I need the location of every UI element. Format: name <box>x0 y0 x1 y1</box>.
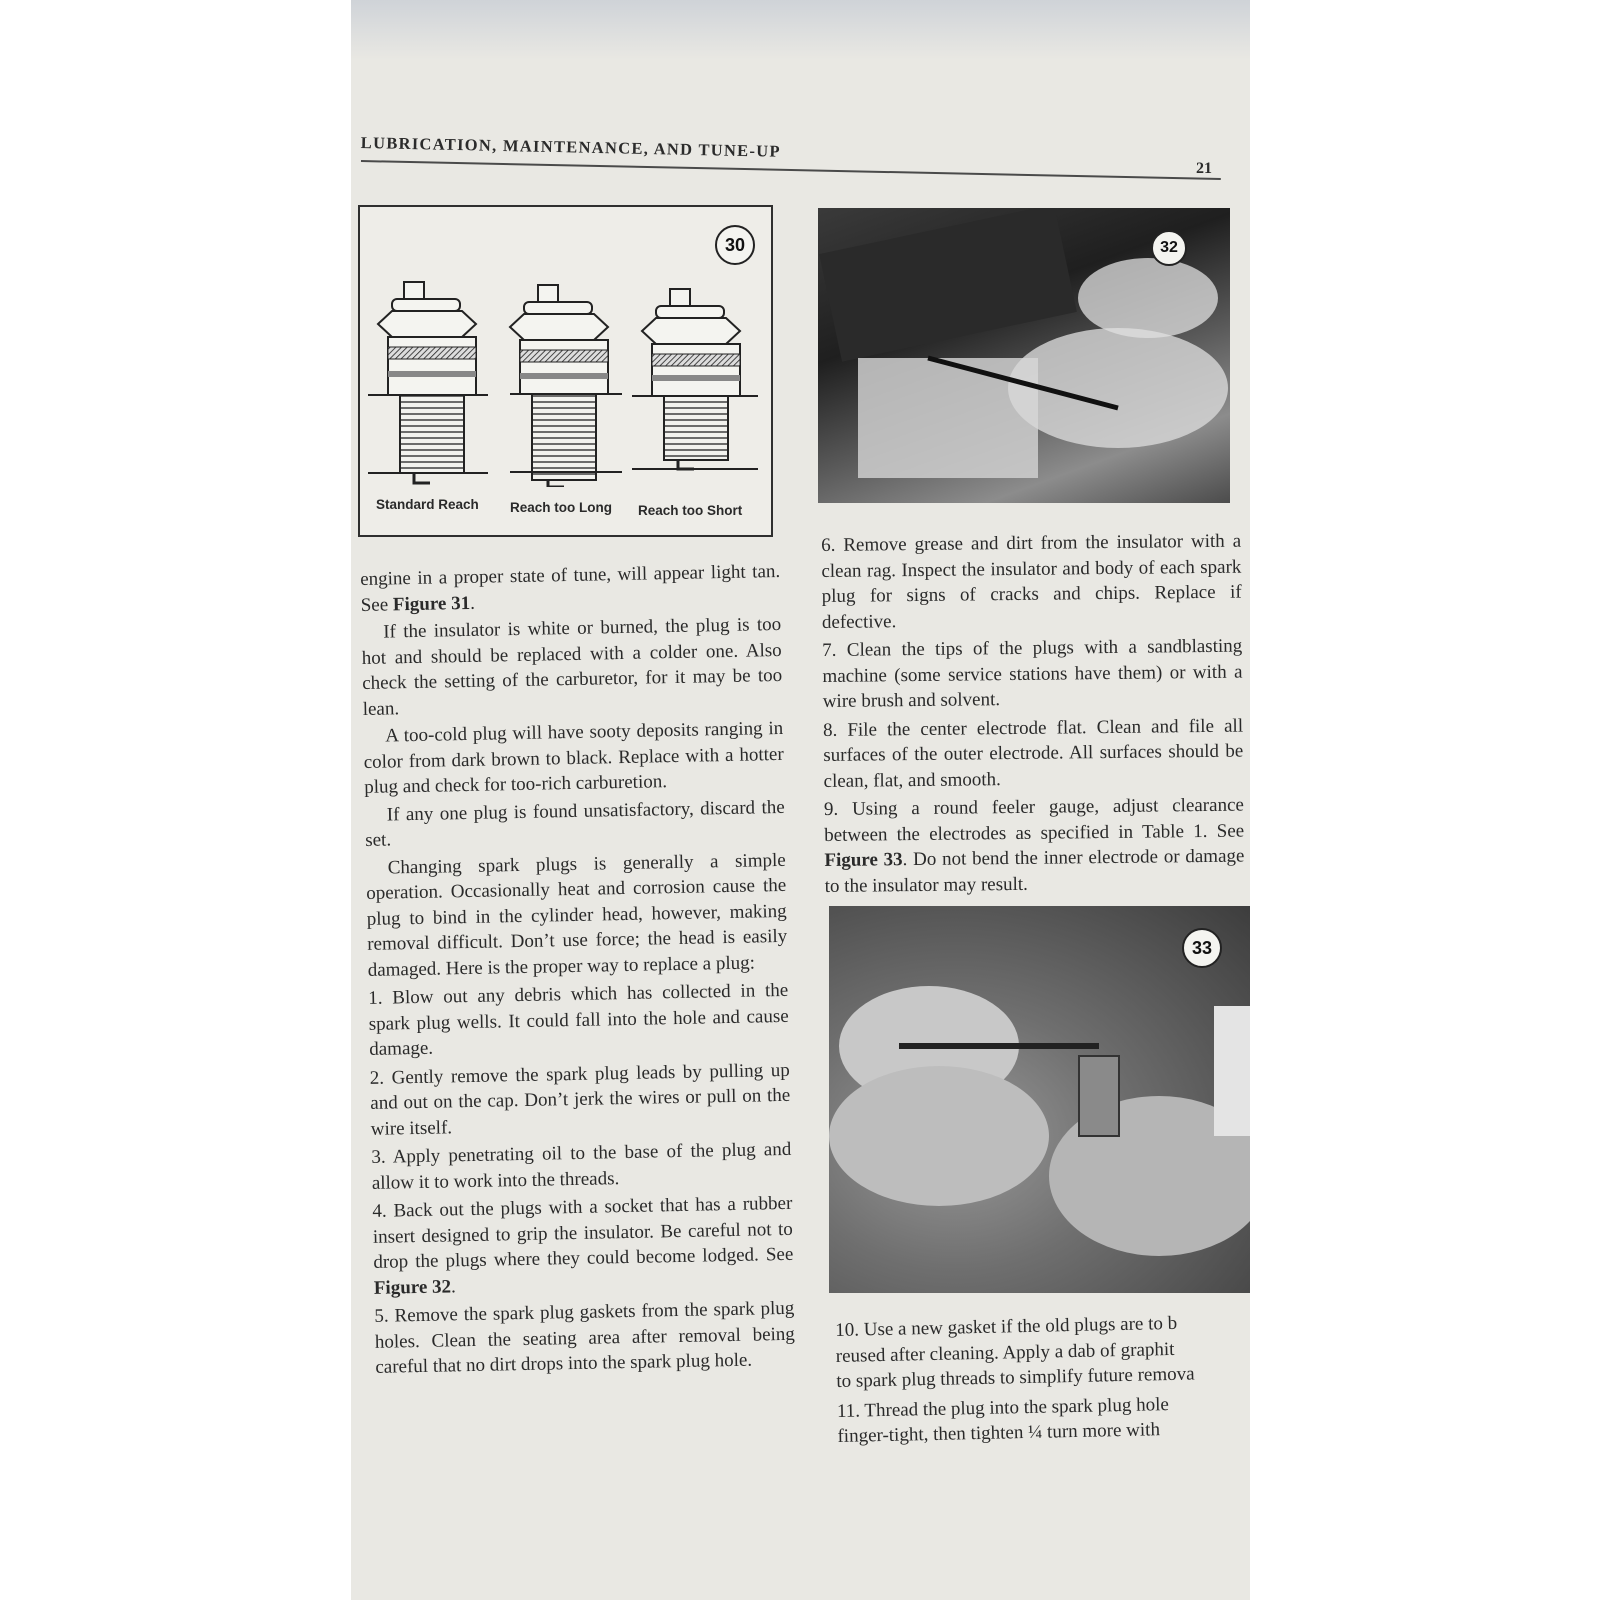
spark-plug-diagram <box>360 207 771 487</box>
right-text-column-bottom <box>835 1309 1250 1449</box>
running-head: LUBRICATION, MAINTENANCE, AND TUNE-UP <box>360 133 782 161</box>
right-text-column-top <box>821 529 1245 901</box>
figure-number-33: 33 <box>1182 928 1222 968</box>
figure-32-reference: Figure 32 <box>373 1275 452 1299</box>
paragraph-too-cold: A too-cold plug will have sooty deposits ranging in color from dark brown to black. Replace with a hotter plug and check for too-rich carburetion. <box>363 717 784 798</box>
plug-reach-too-long <box>510 285 622 487</box>
step-10-line-3: to spark plug threads to simplify future remova <box>836 1363 1195 1392</box>
figure-33-reference: Figure 33 <box>824 849 903 871</box>
step-7: 7. Clean the tips of the plugs with a sandblasting machine (some service stations have them) or with a wire brush and solvent. <box>822 635 1243 712</box>
plug-standard-reach <box>368 282 488 483</box>
left-text-column <box>360 559 796 1382</box>
figure-33-photo-gap-gauge <box>829 906 1250 1293</box>
plug-reach-too-short <box>632 289 758 469</box>
figure-number-32: 32 <box>1151 230 1187 266</box>
paragraph-discard-set: If any one plug is found unsatisfactory, discard the set. <box>365 796 785 851</box>
header-rule <box>361 160 1221 180</box>
step-6: 6. Remove grease and dirt from the insulator with a clean rag. Inspect the insulator and body of each spark plug for signs of cracks and chips. Replace if defective. <box>821 530 1242 633</box>
label-reach-too-long: Reach too Long <box>510 500 612 515</box>
label-reach-too-short: Reach too Short <box>638 503 743 518</box>
step-8: 8. File the center electrode flat. Clean and file all surfaces of the outer electrode. All surfaces should be clean, flat, and smooth. <box>822 715 1244 792</box>
paragraph-too-hot: If the insulator is white or burned, the plug is too hot and should be replaced with a colder one. Also check the setting of the carburetor, for it may be too lean. <box>361 613 783 720</box>
paragraph-changing-plugs: Changing spark plugs is generally a simple operation. Occasionally heat and corrosion cause the plug to bind in the cylinder head, however, making removal difficult. Don’t use force; the head is easily damaged. Here is the proper way to replace a plug: <box>366 849 788 981</box>
step-10-line-2: reused after cleaning. Apply a dab of graphit <box>835 1338 1175 1367</box>
step-3: 3. Apply penetrating oil to the base of the plug and allow it to work into the threads. <box>371 1138 792 1194</box>
step-4: 4. Back out the plugs with a socket that has a rubber insert designed to grip the insulator. Be careful not to drop the plugs where they could become lodged. See Figure 32. <box>372 1192 794 1299</box>
step-1: 1. Blow out any debris which has collected in the spark plug wells. It could fall into the hole and cause damage. <box>368 979 789 1060</box>
photo-33-shapes <box>829 906 1250 1293</box>
step-10-line-1: 10. Use a new gasket if the old plugs are to b <box>835 1312 1178 1341</box>
step-5: 5. Remove the spark plug gaskets from the spark plug holes. Clean the seating area after removal being careful that no dirt drops into the spark plug hole. <box>374 1297 796 1378</box>
step-9: 9. Using a round feeler gauge, adjust clearance between the electrodes as specified in Table 1. See Figure 33. Do not bend the inner electrode or damage to the insulator may result. <box>823 794 1245 897</box>
label-standard-reach: Standard Reach <box>376 497 479 512</box>
manual-page <box>351 0 1250 1600</box>
figure-30-spark-plug-reach <box>358 205 773 537</box>
paragraph-light-tan: engine in a proper state of tune, will appear light tan. See Figure 31. <box>360 560 781 616</box>
step-11-line-2: finger-tight, then tighten ¼ turn more with <box>837 1419 1161 1447</box>
page-number: 21 <box>1196 160 1212 177</box>
figure-32-photo-removing-plugs <box>818 208 1230 503</box>
step-11-line-1: 11. Thread the plug into the spark plug hole <box>836 1393 1170 1422</box>
figure-31-reference: Figure 31 <box>392 592 471 615</box>
figure-number-30: 30 <box>715 225 755 265</box>
step-2: 2. Gently remove the spark plug leads by pulling up and out on the cap. Don’t jerk the wires or pull on the wire itself. <box>369 1059 791 1140</box>
